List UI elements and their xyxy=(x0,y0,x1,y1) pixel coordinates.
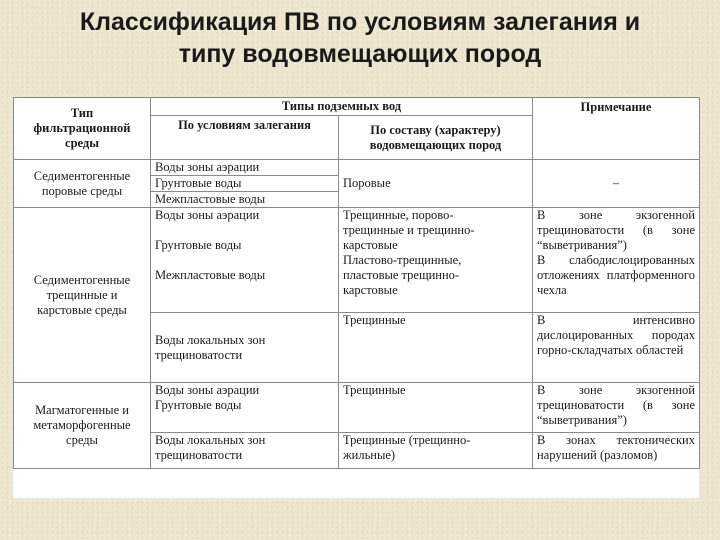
env-magmatic: Магматогенные и метаморфогенные среды xyxy=(14,383,151,469)
header-row-1 xyxy=(14,98,700,116)
occurrence-cell xyxy=(151,208,339,313)
header-filtration-type: Тип фильтрационной среды xyxy=(14,98,151,160)
note-cell: – xyxy=(533,160,700,208)
note-cell: В интенсивно дислоцированных породах горно-складчатых областей xyxy=(533,313,700,383)
composition-cell: Трещинные xyxy=(339,383,533,433)
occurrence-cell: Грунтовые воды xyxy=(151,176,339,192)
occurrence-item: Воды зоны аэрации xyxy=(155,383,260,397)
occurrence-cell: Межпластовые воды xyxy=(151,192,339,208)
env-sedimentary-porous: Седиментогенные поровые среды xyxy=(14,160,151,208)
slide-title-line-1: Классификация ПВ по условиям залегания и xyxy=(79,8,641,36)
occurrence-item: Грунтовые воды xyxy=(155,238,242,252)
occurrence-item: Воды зоны аэрации xyxy=(155,208,260,222)
slide-title xyxy=(0,6,720,70)
note-cell: В зонах тектонических нарушений (разломов) xyxy=(533,433,700,469)
occurrence-item: Грунтовые воды xyxy=(155,398,242,412)
header-water-types: Типы подземных вод xyxy=(151,98,533,116)
table-row xyxy=(14,208,700,313)
occurrence-cell xyxy=(151,383,339,433)
occurrence-item: Межпластовые воды xyxy=(155,268,266,282)
header-by-composition: По составу (характеру) водовмещающих пород xyxy=(339,116,533,160)
note-cell: В зоне экзогенной трещиноватости (в зоне “выветривания”) xyxy=(533,383,700,433)
classification-table-panel xyxy=(13,97,699,498)
occurrence-cell: Воды зоны аэрации xyxy=(151,160,339,176)
composition-cell: Трещинные, порово- трещинные и трещинно- карстовые Пластово-трещинные, пластовые трещинно- карстовые xyxy=(339,208,533,313)
slide-title-line-2: типу водовмещающих пород xyxy=(178,40,542,68)
composition-cell: Трещинные xyxy=(339,313,533,383)
header-note: Примечание xyxy=(533,98,700,160)
classification-table xyxy=(13,97,700,469)
table-row xyxy=(14,160,700,176)
occurrence-cell: Воды локальных зон трещиноватости xyxy=(151,313,339,383)
occurrence-cell: Воды локальных зон трещиноватости xyxy=(151,433,339,469)
composition-cell: Поровые xyxy=(339,160,533,208)
header-by-occurrence: По условиям залегания xyxy=(151,116,339,160)
composition-cell: Трещинные (трещинно- жильные) xyxy=(339,433,533,469)
table-row xyxy=(14,383,700,433)
env-sedimentary-fractured: Седиментогенные трещинные и карстовые среды xyxy=(14,208,151,383)
note-cell: В зоне экзогенной трещиноватости (в зоне “выветривания”) В слабодислоцированных отложениях платформенного чехла xyxy=(533,208,700,313)
